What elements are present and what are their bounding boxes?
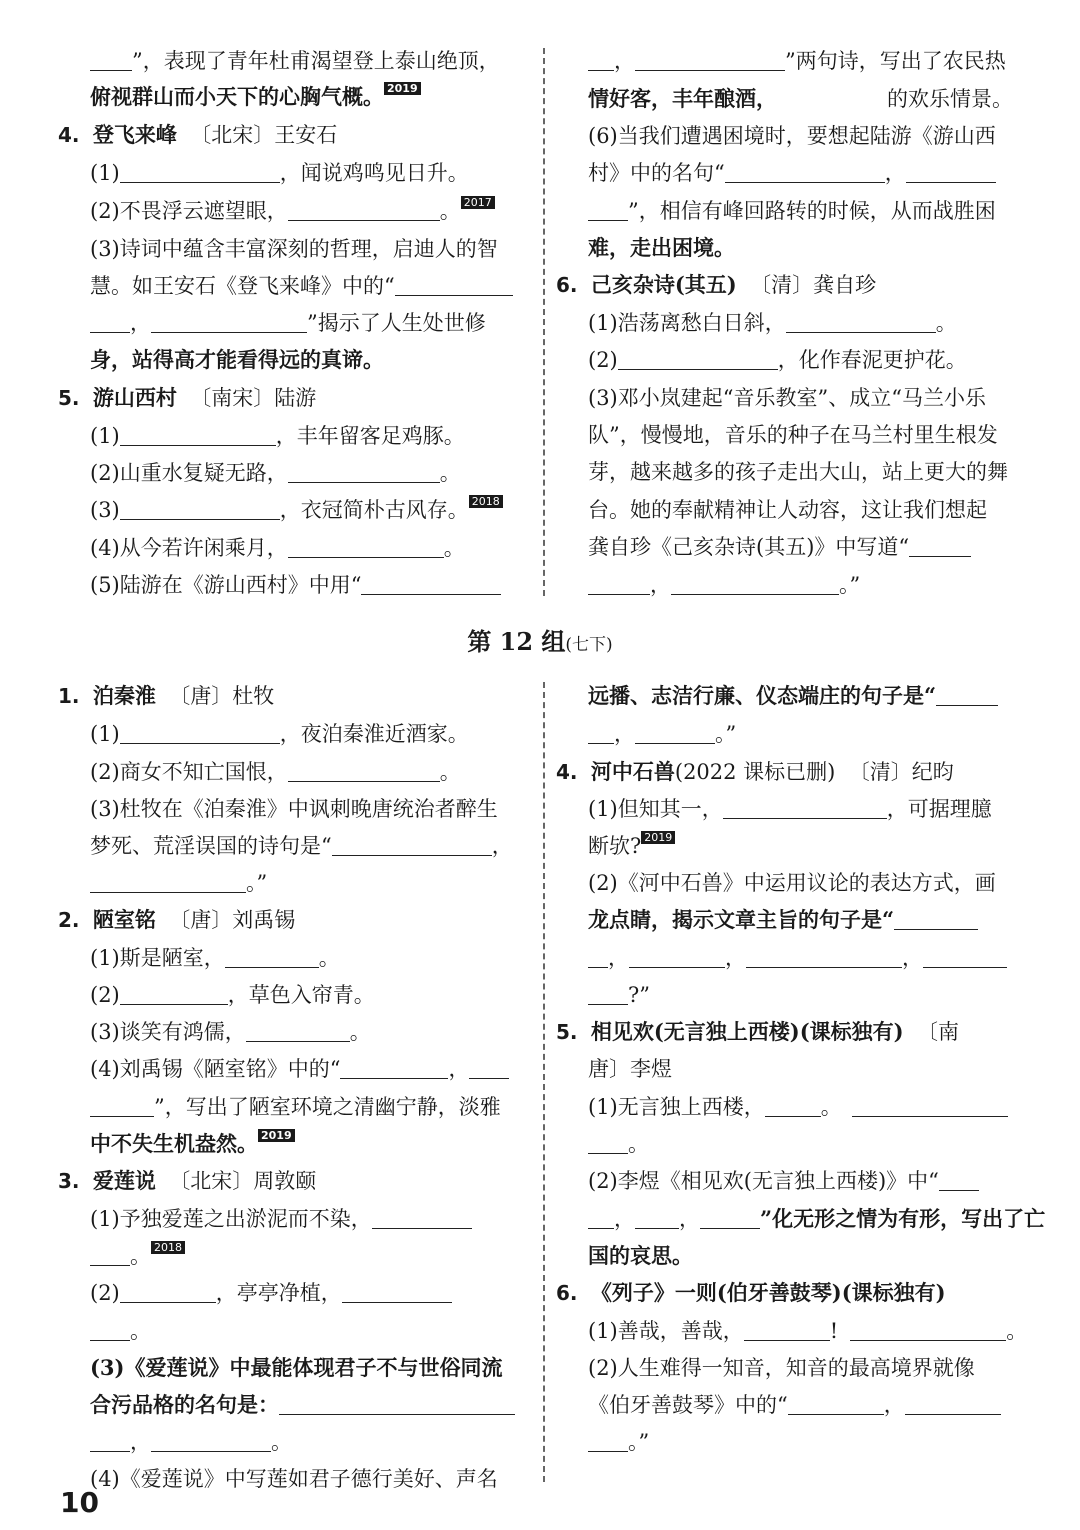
question-4-3: (3)诗词中蕴含丰富深刻的哲理，启迪人的智 bbox=[90, 237, 498, 261]
question-6-3: 芽，越来越多的孩子走出大山，站上更大的舞 bbox=[588, 460, 1008, 484]
year-badge: 2017 bbox=[461, 196, 495, 209]
answer-blank[interactable] bbox=[635, 1206, 679, 1229]
question-5-2: 国的哀思。 bbox=[588, 1243, 693, 1268]
question-4-1: 断欤? 2019 bbox=[588, 829, 675, 863]
answer-blank[interactable] bbox=[905, 1392, 1001, 1415]
question-3-heading: 3. 爱莲说 〔北宋〕周敦颐 bbox=[58, 1168, 317, 1193]
question-2-3: (3)谈笑有鸿儒， 。 bbox=[90, 1020, 371, 1044]
answer-blank[interactable] bbox=[90, 1429, 130, 1452]
question-5-heading: 5. 相见欢(无言独上西楼)(课标独有) 〔南 bbox=[556, 1019, 959, 1044]
question-3-2: 。 bbox=[90, 1314, 151, 1348]
question-6-heading: 6. 《列子》一则(伯牙善鼓琴)(课标独有) bbox=[556, 1280, 946, 1305]
question-3-3: ， 。 bbox=[90, 1425, 292, 1459]
question-5-6: ”，相信有峰回路转的时候，从而战胜困 bbox=[588, 194, 996, 228]
question-5-2: (2)山重水复疑无路， 。 bbox=[90, 461, 461, 485]
year-badge: 2019 bbox=[641, 831, 675, 844]
answer-blank[interactable] bbox=[588, 982, 628, 1005]
question-3-1: (1)予独爱莲之出淤泥而不染， bbox=[90, 1202, 472, 1236]
text-line: ， 。” bbox=[588, 717, 736, 751]
answer-blank[interactable] bbox=[340, 1056, 448, 1079]
answer-blank[interactable] bbox=[629, 945, 725, 968]
answer-blank[interactable] bbox=[700, 1206, 760, 1229]
answer-blank[interactable] bbox=[120, 982, 228, 1005]
answer-blank[interactable] bbox=[894, 907, 978, 930]
question-2-1: (1)斯是陋室， 。 bbox=[90, 946, 340, 970]
question-4-3: 身，站得高才能看得远的真谛。 bbox=[90, 347, 384, 372]
question-3-3: 合污品格的名句是： bbox=[90, 1388, 515, 1422]
answer-blank[interactable] bbox=[90, 1318, 130, 1341]
answer-blank[interactable] bbox=[588, 1206, 614, 1229]
question-5-1: (1)无言独上西楼， 。 bbox=[588, 1090, 1008, 1124]
question-3-1: 。 2018 bbox=[90, 1239, 185, 1273]
question-5-5: (5)陆游在《游山西村》中用“ bbox=[90, 568, 501, 602]
answer-blank[interactable] bbox=[744, 1318, 830, 1341]
question-4-2: ， ， ， bbox=[588, 941, 1007, 975]
answer-blank[interactable] bbox=[90, 1243, 130, 1266]
question-5-2: ， ， ”化无形之情为有形，写出了亡 bbox=[588, 1202, 1045, 1236]
year-badge: 2018 bbox=[469, 495, 503, 508]
answer-blank[interactable] bbox=[120, 721, 280, 744]
bottom-right-column bbox=[545, 0, 1080, 1500]
question-6-heading: 6. 己亥杂诗(其五) 〔清〕龚自珍 bbox=[556, 272, 877, 297]
question-4-2: ?” bbox=[588, 978, 650, 1012]
answer-blank[interactable] bbox=[788, 1392, 884, 1415]
answer-blank[interactable] bbox=[342, 1280, 452, 1303]
answer-blank[interactable] bbox=[588, 1429, 628, 1452]
answer-blank[interactable] bbox=[852, 1094, 1008, 1117]
question-4-1: (1) ，闻说鸡鸣见日升。 bbox=[90, 161, 469, 185]
question-4-2: 龙点睛，揭示文章主旨的句子是“ bbox=[588, 903, 978, 937]
question-5-heading: 5. 游山西村 〔南宋〕陆游 bbox=[58, 385, 317, 410]
answer-blank[interactable] bbox=[225, 945, 319, 968]
answer-blank[interactable] bbox=[90, 870, 246, 893]
page-number: 10 bbox=[60, 1486, 99, 1519]
question-6-2: (2)人生难得一知音，知音的最高境界就像 bbox=[588, 1356, 975, 1380]
question-1-3: 梦死、荒淫误国的诗句是“ ， bbox=[90, 834, 513, 858]
question-2-4: (4)刘禹锡《陋室铭》中的“ ， bbox=[90, 1052, 509, 1086]
question-2-2: (2) ，草色入帘青。 bbox=[90, 983, 375, 1007]
answer-blank[interactable] bbox=[246, 1019, 350, 1042]
question-4-heading: 4. 河中石兽(2022 课标已删) 〔清〕纪昀 bbox=[556, 759, 954, 784]
answer-blank[interactable] bbox=[332, 833, 492, 856]
question-2-heading: 2. 陋室铭 〔唐〕刘禹锡 bbox=[58, 907, 296, 932]
text-line: 远播、志洁行廉、仪态端庄的句子是“ bbox=[588, 679, 998, 713]
section-title: 第 12 组(七下) bbox=[467, 627, 613, 656]
answer-blank[interactable] bbox=[635, 721, 715, 744]
question-6-2: 《伯牙善鼓琴》中的“ ， bbox=[588, 1388, 1001, 1422]
question-4-3: ， ”揭示了人生处世修 bbox=[90, 306, 486, 340]
answer-blank[interactable] bbox=[120, 1280, 216, 1303]
answer-blank[interactable] bbox=[588, 1131, 628, 1154]
year-badge: 2019 bbox=[258, 1129, 295, 1142]
question-4-heading: 4. 登飞来峰 〔北宋〕王安石 bbox=[58, 122, 338, 147]
question-6-3: 队”，慢慢地，音乐的种子在马兰村里生根发 bbox=[588, 423, 998, 447]
question-5-3: (3) ，衣冠简朴古风存。 2018 bbox=[90, 493, 503, 527]
question-5-6: 村》中的名句“ ， bbox=[588, 156, 996, 190]
question-2-4: ”，写出了陋室环境之清幽宁静，淡雅 bbox=[90, 1090, 501, 1124]
answer-blank[interactable] bbox=[288, 759, 440, 782]
answer-blank[interactable] bbox=[90, 1094, 154, 1117]
question-6-3: 龚自珍《己亥杂诗(其五)》中写道“ bbox=[588, 530, 971, 564]
question-1-3: 。” bbox=[90, 866, 267, 900]
question-1-3: (3)杜牧在《泊秦淮》中讽刺晚唐统治者醉生 bbox=[90, 797, 498, 821]
question-4-2: (2)《河中石兽》中运用议论的表达方式，画 bbox=[588, 871, 996, 895]
question-5-6: 难，走出困境。 bbox=[588, 235, 735, 260]
question-1-1: (1) ，夜泊秦淮近酒家。 bbox=[90, 722, 469, 746]
question-5-4: (4)从今若许闲乘月， 。 bbox=[90, 536, 465, 560]
question-2-4: 中不失生机盎然。 2019 bbox=[90, 1127, 295, 1161]
text-line: ， ”两句诗，写出了农民热 bbox=[588, 44, 1006, 78]
year-badge: 2019 bbox=[384, 82, 421, 95]
question-4-1: (1)但知其一， ，可据理臆 bbox=[588, 797, 992, 821]
question-3-2: (2) ，亭亭净植， bbox=[90, 1276, 452, 1310]
answer-blank[interactable] bbox=[151, 1429, 271, 1452]
text-line: 情好客，丰年酿酒， 的欢乐情景。 bbox=[588, 86, 1013, 111]
question-5-6: (6)当我们遭遇困境时，要想起陆游《游山西 bbox=[588, 124, 996, 148]
question-6-3: (3)邓小岚建起“音乐教室”、成立“马兰小乐 bbox=[588, 386, 986, 410]
question-6-3: ， 。” bbox=[588, 568, 860, 602]
answer-blank[interactable] bbox=[469, 1056, 509, 1079]
text-line: ”，表现了青年杜甫渴望登上泰山绝顶， bbox=[90, 44, 500, 78]
question-5-1: (1) ，丰年留客足鸡豚。 bbox=[90, 424, 465, 448]
answer-blank[interactable] bbox=[279, 1392, 515, 1415]
answer-blank[interactable] bbox=[923, 945, 1007, 968]
question-3-4: (4)《爱莲说》中写莲如君子德行美好、声名 bbox=[90, 1467, 498, 1491]
answer-blank[interactable] bbox=[588, 721, 614, 744]
question-6-2: (2) ，化作春泥更护花。 bbox=[588, 348, 967, 372]
question-5-1: 。 bbox=[588, 1127, 649, 1161]
question-5-heading: 唐〕李煜 bbox=[588, 1057, 672, 1081]
text-line: 俯视群山而小天下的心胸气概。 2019 bbox=[90, 80, 421, 114]
answer-blank[interactable] bbox=[765, 1094, 821, 1117]
answer-blank[interactable] bbox=[723, 796, 887, 819]
question-1-2: (2)商女不知亡国恨， 。 bbox=[90, 760, 461, 784]
answer-blank[interactable] bbox=[746, 945, 902, 968]
question-6-1: (1)浩荡离愁白日斜， 。 bbox=[588, 311, 957, 335]
answer-blank[interactable] bbox=[372, 1206, 472, 1229]
year-badge: 2018 bbox=[151, 1241, 185, 1254]
question-5-2: (2)李煜《相见欢(无言独上西楼)》中“ bbox=[588, 1164, 979, 1198]
answer-blank[interactable] bbox=[850, 1318, 1006, 1341]
bottom-left-column bbox=[0, 0, 540, 1500]
question-1-heading: 1. 泊秦淮 〔唐〕杜牧 bbox=[58, 683, 275, 708]
question-3-3: (3)《爱莲说》中最能体现君子不与世俗同流 bbox=[90, 1355, 503, 1380]
question-6-2: 。” bbox=[588, 1425, 649, 1459]
question-6-1: (1)善哉，善哉， ! 。 bbox=[588, 1319, 1028, 1343]
question-6-3: 台。她的奉献精神让人动容，这让我们想起 bbox=[588, 498, 987, 522]
answer-blank[interactable] bbox=[588, 945, 608, 968]
question-4-3: 慧。如王安石《登飞来峰》中的“ bbox=[90, 269, 513, 303]
question-4-2: (2)不畏浮云遮望眼， 。 2017 bbox=[90, 194, 495, 228]
answer-blank[interactable] bbox=[939, 1168, 979, 1191]
answer-blank[interactable] bbox=[936, 683, 998, 706]
